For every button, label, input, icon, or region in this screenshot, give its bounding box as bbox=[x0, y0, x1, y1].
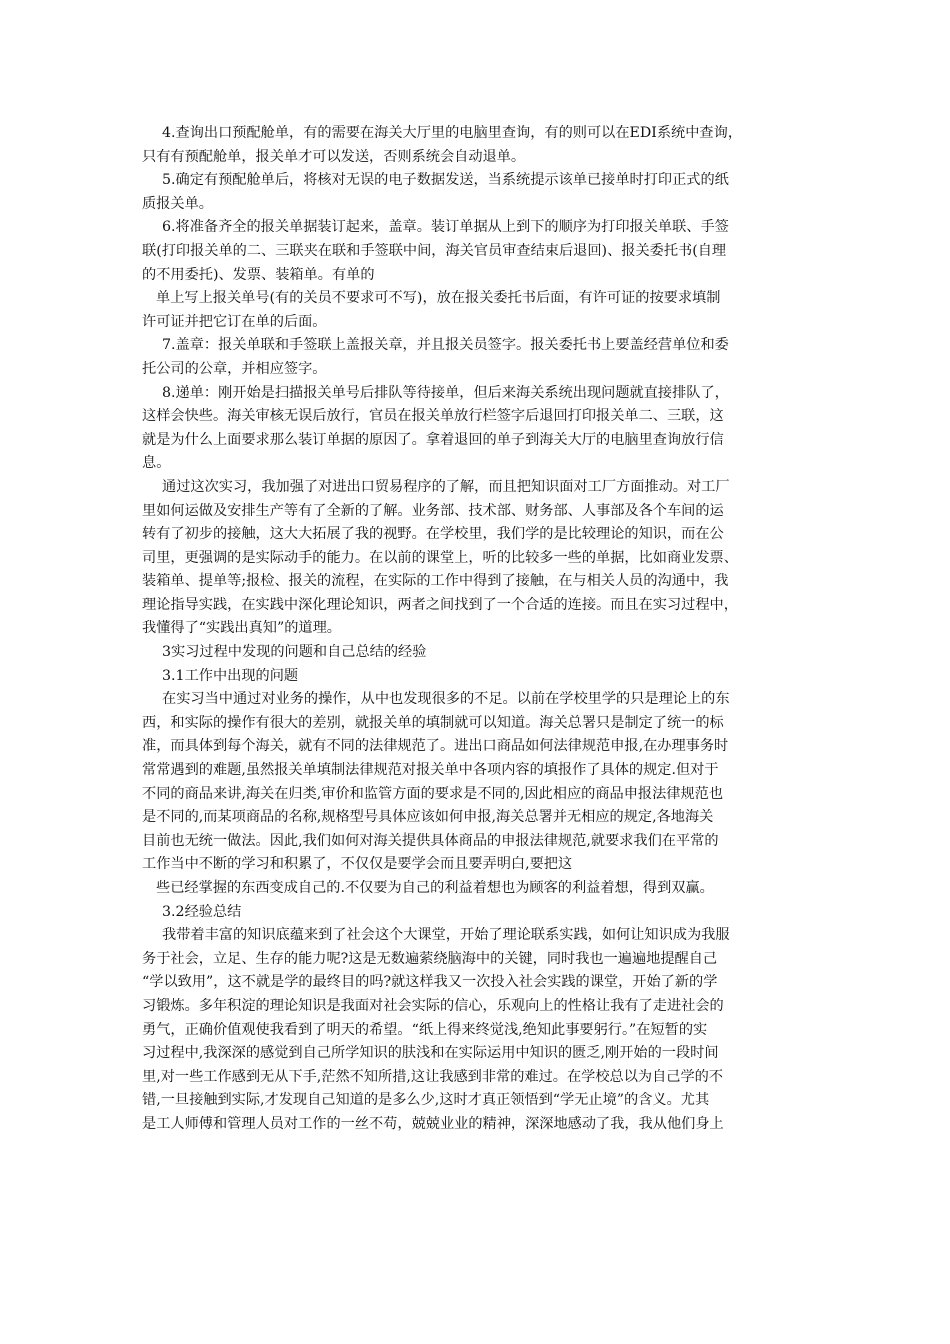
text-line: 准，而具体到每个海关，就有不同的法律规范了。进出口商品如何法律规范申报,在办理事务时 bbox=[142, 738, 729, 755]
text-line: 就是为什么上面要求那么装订单据的原因了。拿着退回的单子到海关大厅的电脑里查询放行信 bbox=[142, 431, 724, 448]
text-line: 是工人师傅和管理人员对工作的一丝不苟，兢兢业业的精神，深深地感动了我，我从他们身上 bbox=[142, 1115, 724, 1132]
text-line: 司里，更强调的是实际动手的能力。在以前的课堂上，听的比较多一些的单据，比如商业发票、 bbox=[142, 549, 738, 566]
text-line: 里如何运做及安排生产等有了全新的了解。业务部、技术部、财务部、人事部及各个车间的运 bbox=[142, 502, 724, 519]
text-line: 工作当中不断的学习和积累了，不仅仅是要学会而且要弄明白,要把这 bbox=[142, 856, 573, 873]
text-line: 通过这次实习，我加强了对进出口贸易程序的了解，而且把知识面对工厂方面推动。对工厂 bbox=[162, 478, 730, 495]
text-line: 5.确定有预配舱单后，将核对无误的电子数据发送，当系统提示该单已接单时打印正式的纸 bbox=[162, 172, 729, 189]
text-line: 4.查询出口预配舱单，有的需要在海关大厅里的电脑里查询，有的则可以在EDI系统中查询， bbox=[162, 125, 743, 141]
text-line: 习锻炼。多年积淀的理论知识是我面对社会实际的信心，乐观向上的性格让我有了走进社会的 bbox=[142, 997, 724, 1014]
text-line: 西，和实际的操作有很大的差别，就报关单的填制就可以知道。海关总署只是制定了统一的标 bbox=[142, 714, 724, 731]
text-line: 这样会快些。海关审核无误后放行，官员在报关单放行栏签字后退回打印报关单二、三联，这 bbox=[142, 408, 724, 425]
text-line: 许可证并把它订在单的后面。 bbox=[142, 313, 327, 330]
text-line: 转有了初步的接触，这大大拓展了我的视野。在学校里，我们学的是比较理论的知识，而在公 bbox=[142, 526, 724, 543]
text-line: 7.盖章：报关单联和手签联上盖报关章，并且报关员签字。报关委托书上要盖经营单位和委 bbox=[162, 337, 729, 354]
text-line: “学以致用”，这不就是学的最终目的吗?就这样我又一次投入社会实践的课堂，开始了新的学 bbox=[142, 974, 718, 991]
text-line: 的不用委托)、发票、装箱单。有单的 bbox=[142, 266, 375, 283]
document-page bbox=[142, 122, 808, 1137]
text-line: 托公司的公章，并相应签字。 bbox=[142, 360, 327, 377]
text-line: 我懂得了“实践出真知”的道理。 bbox=[142, 620, 341, 637]
subsection-heading: 3.1工作中出现的问题 bbox=[162, 667, 299, 684]
text-line: 常常遇到的难题,虽然报关单填制法律规范对报关单中各项内容的填报作了具体的规定.但对于 bbox=[142, 762, 719, 779]
text-line: 勇气，正确价值观使我看到了明天的希望。“纸上得来终觉浅,绝知此事要躬行。”在短暂的实 bbox=[142, 1021, 708, 1038]
text-line: 目前也无统一做法。因此,我们如何对海关提供具体商品的申报法律规范,就要求我们在平常的 bbox=[142, 832, 719, 849]
text-line: 些已经掌握的东西变成自己的.不仅要为自己的利益着想也为顾客的利益着想，得到双赢。 bbox=[156, 880, 714, 896]
text-line: 在实习当中通过对业务的操作，从中也发现很多的不足。以前在学校里学的只是理论上的东 bbox=[162, 691, 730, 708]
text-line: 错,一旦接触到实际,才发现自己知道的是多么少,这时才真正领悟到“学无止境”的含义。尤其 bbox=[142, 1092, 710, 1109]
text-line: 习过程中,我深深的感觉到自己所学知识的肤浅和在实际运用中知识的匮乏,刚开始的一段时间 bbox=[142, 1045, 719, 1062]
text-line: 息。 bbox=[142, 455, 171, 472]
text-line: 我带着丰富的知识底蕴来到了社会这个大课堂，开始了理论联系实践，如何让知识成为我服 bbox=[162, 927, 730, 944]
text-line: 质报关单。 bbox=[142, 195, 213, 212]
text-line: 里,对一些工作感到无从下手,茫然不知所措,这让我感到非常的难过。在学校总以为自己学的不 bbox=[142, 1068, 724, 1085]
text-line: 6.将准备齐全的报关单据装订起来，盖章。装订单据从上到下的顺序为打印报关单联、手签 bbox=[162, 219, 729, 236]
text-line: 单上写上报关单号(有的关员不要求可不写)，放在报关委托书后面，有许可证的按要求填制 bbox=[156, 290, 721, 307]
text-line: 不同的商品来讲,海关在归类,审价和监管方面的要求是不同的,因此相应的商品申报法律规范也 bbox=[142, 785, 724, 802]
text-line: 装箱单、提单等;报检、报关的流程，在实际的工作中得到了接触，在与相关人员的沟通中，我 bbox=[142, 573, 729, 590]
text-line: 联(打印报关单的二、三联夹在联和手签联中间，海关官员审查结束后退回)、报关委托书(自理 bbox=[142, 242, 727, 259]
text-line: 理论指导实践，在实践中深化理论知识，两者之间找到了一个合适的连接。而且在实习过程中， bbox=[142, 596, 738, 613]
text-line: 只有有预配舱单，报关单才可以发送，否则系统会自动退单。 bbox=[142, 148, 526, 165]
text-line: 是不同的,而某项商品的名称,规格型号具体应该如何申报,海关总署并无相应的规定,各地海关 bbox=[142, 809, 714, 826]
section-heading: 3实习过程中发现的问题和自己总结的经验 bbox=[162, 644, 427, 661]
text-line: 8.递单：刚开始是扫描报关单号后排队等待接单，但后来海关系统出现问题就直接排队了， bbox=[162, 384, 729, 401]
subsection-heading: 3.2经验总结 bbox=[162, 903, 242, 920]
text-line: 务于社会，立足、生存的能力呢?这是无数遍萦绕脑海中的关键，同时我也一遍遍地提醒自己 bbox=[142, 950, 718, 967]
